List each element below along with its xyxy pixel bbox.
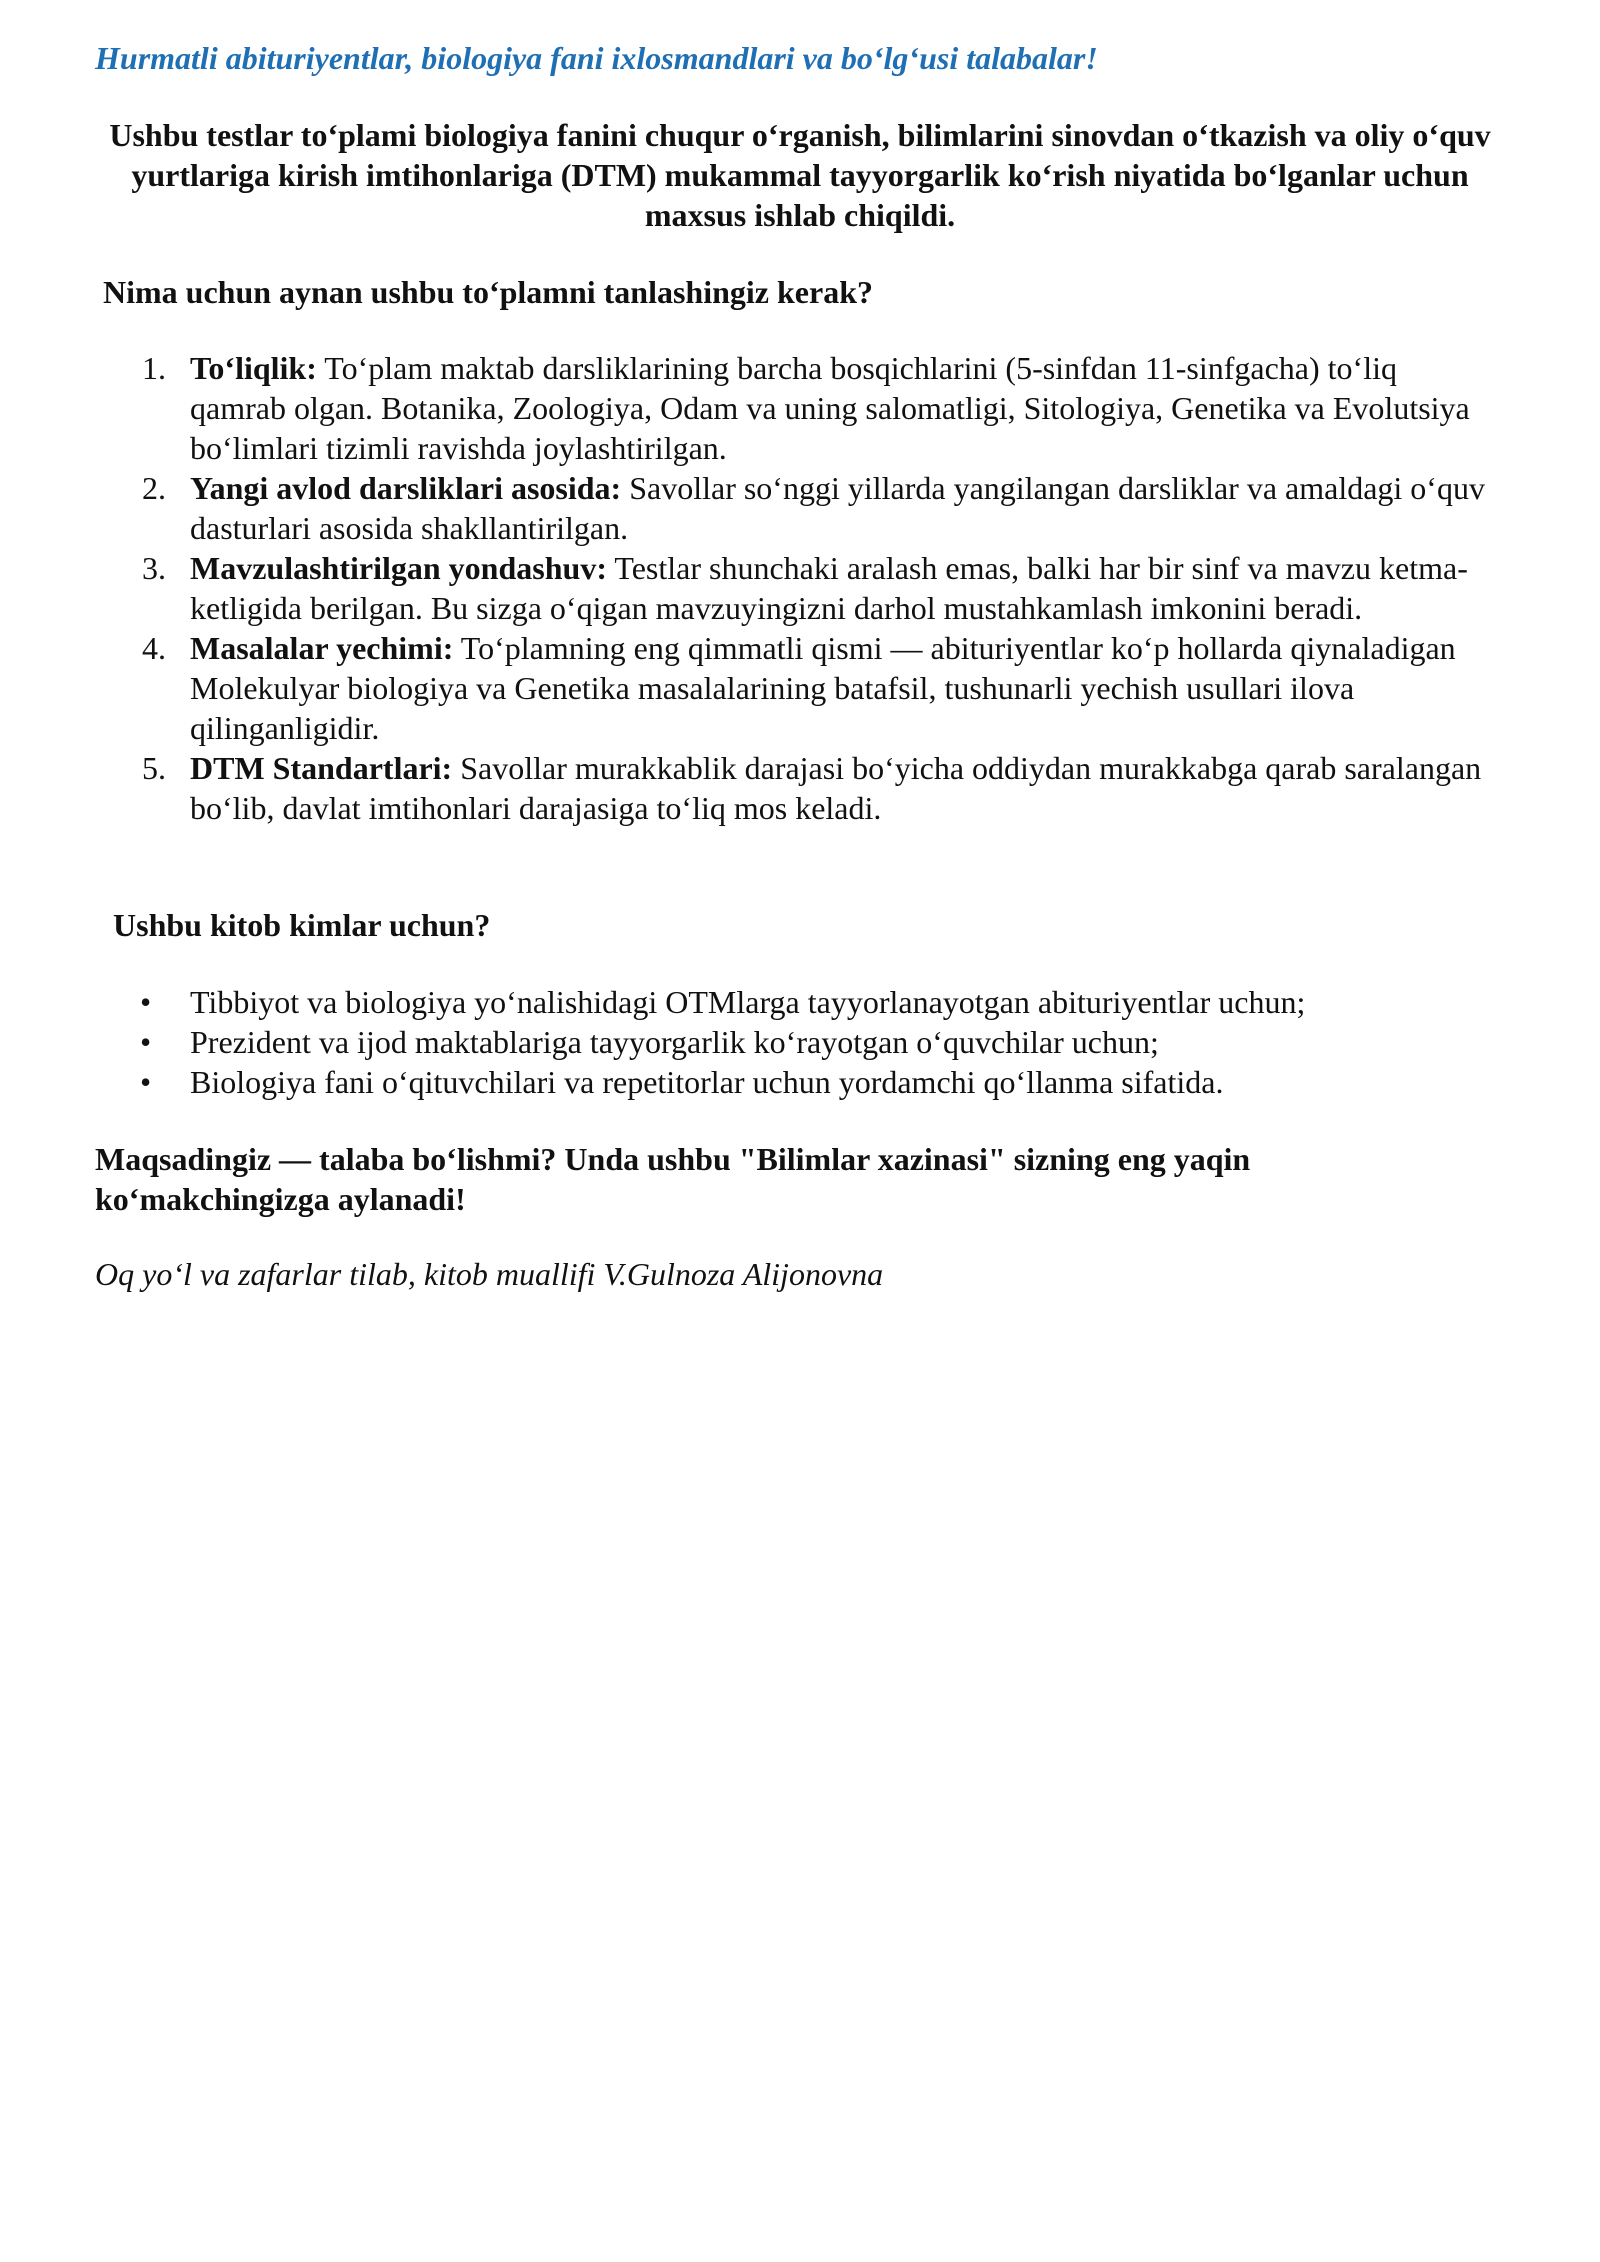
item-number: 1.	[142, 350, 166, 386]
item-number: 2.	[142, 470, 166, 506]
list-item	[0, 748, 1600, 828]
author-signature: Oq yo‘l va zafarlar tilab, kitob muallifi V.Gulnoza Alijonovna	[95, 1256, 884, 1292]
item-term: Mavzulashtirilgan yondashuv:	[190, 550, 607, 586]
list-item	[0, 1022, 1600, 1062]
item-text: Savollar so‘nggi yillarda yangilangan darsliklar va amaldagi o‘quv dasturlari asosida shakllantirilgan.	[190, 470, 1485, 546]
item-term: Masalalar yechimi:	[190, 630, 454, 666]
item-term: To‘liqlik:	[190, 350, 317, 386]
intro-paragraph: Ushbu testlar to‘plami biologiya fanini chuqur o‘rganish, bilimlarini sinovdan o‘tkazish va oliy o‘quv yurtlariga kirish imtihonlariga (DTM) mukammal tayyorgarlik ko‘rish niyatida bo‘lganlar uchun maxsus ishlab chiqildi.	[109, 117, 1491, 233]
item-text: Prezident va ijod maktablariga tayyorgarlik ko‘rayotgan o‘quvchilar uchun;	[190, 1024, 1159, 1060]
item-text: Testlar shunchaki aralash emas, balki har bir sinf va mavzu ketma-ketligida berilgan. Bu sizga o‘qigan mavzuyingizni darhol mustahkamlash imkonini beradi.	[190, 550, 1468, 626]
item-number: 4.	[142, 630, 166, 666]
bullet-icon: •	[140, 984, 152, 1020]
greeting-line: Hurmatli abituriyentlar, biologiya fani ixlosmandlari va bo‘lg‘usi talabalar!	[95, 40, 1098, 76]
list-item	[0, 1062, 1600, 1102]
reasons-list	[0, 348, 1600, 828]
item-text: Tibbiyot va biologiya yo‘nalishidagi OTMlarga tayyorlanayotgan abituriyentlar uchun;	[190, 984, 1306, 1020]
item-number: 3.	[142, 550, 166, 586]
item-text: To‘plam maktab darsliklarining barcha bosqichlarini (5-sinfdan 11-sinfgacha) to‘liq qamrab olgan. Botanika, Zoologiya, Odam va uning salomatligi, Sitologiya, Genetika va Evolutsiya bo‘limlari tizimli ravishda joylashtirilgan.	[190, 350, 1470, 466]
list-item	[0, 982, 1600, 1022]
audience-heading: Ushbu kitob kimlar uchun?	[113, 907, 491, 943]
closing-paragraph: Maqsadingiz — talaba bo‘lishmi? Unda ushbu "Bilimlar xazinasi" sizning eng yaqin ko‘makchingizga aylanadi!	[95, 1141, 1251, 1217]
item-term: Yangi avlod darsliklari asosida:	[190, 470, 622, 506]
item-number: 5.	[142, 750, 166, 786]
item-text: Savollar murakkablik darajasi bo‘yicha oddiydan murakkabga qarab saralangan bo‘lib, davlat imtihonlari darajasiga to‘liq mos keladi.	[190, 750, 1482, 826]
bullet-icon: •	[140, 1024, 152, 1060]
audience-list	[0, 982, 1600, 1102]
item-text: To‘plamning eng qimmatli qismi — abituriyentlar ko‘p hollarda qiynaladigan Molekulyar biologiya va Genetika masalalarining batafsil, tushunarli yechish usullari ilova qilinganligidir.	[190, 630, 1456, 746]
item-term: DTM Standartlari:	[190, 750, 453, 786]
bullet-icon: •	[140, 1064, 152, 1100]
list-item	[0, 628, 1600, 748]
item-text: Biologiya fani o‘qituvchilari va repetitorlar uchun yordamchi qo‘llanma sifatida.	[190, 1064, 1224, 1100]
list-item	[0, 468, 1600, 548]
list-item	[0, 548, 1600, 628]
why-heading: Nima uchun aynan ushbu to‘plamni tanlashingiz kerak?	[103, 274, 873, 310]
list-item	[0, 348, 1600, 468]
